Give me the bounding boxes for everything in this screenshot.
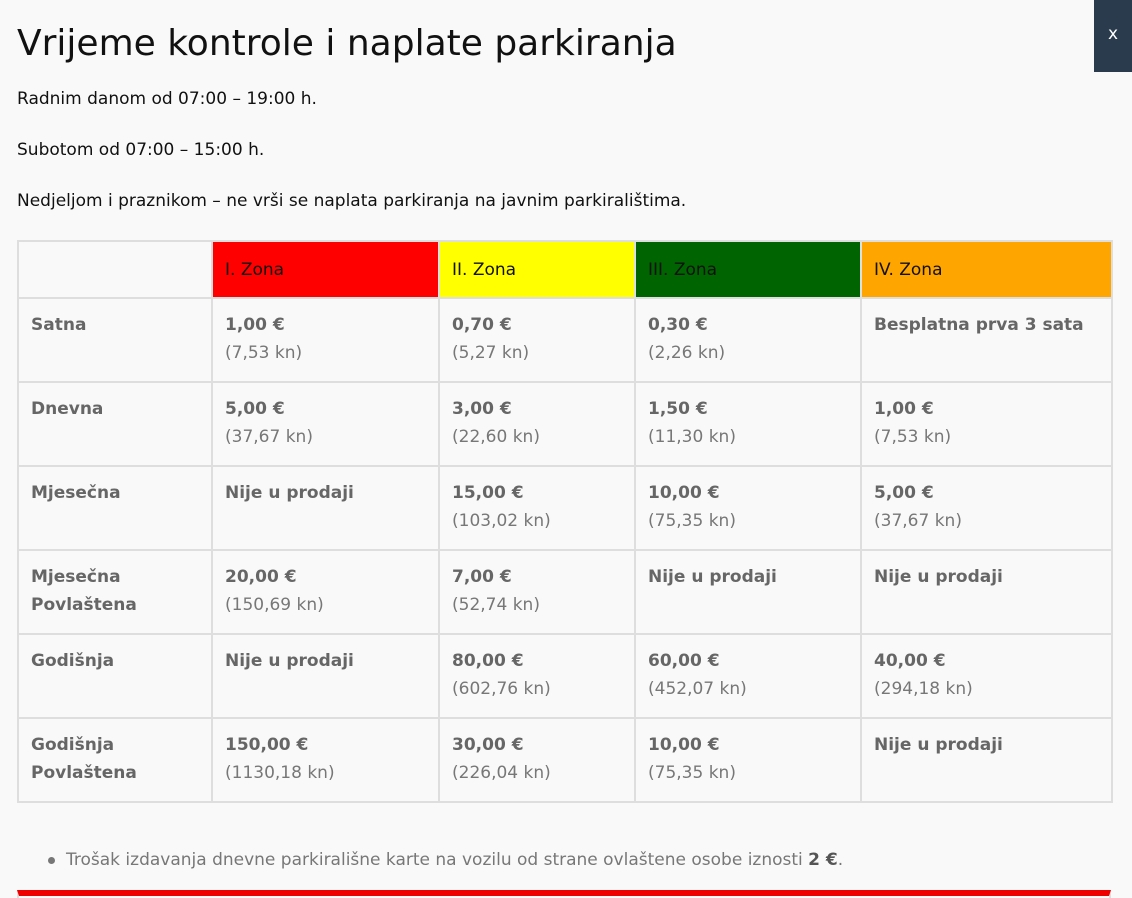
price-cell [635, 298, 861, 382]
weekday-hours-text: Radnim danom od 07:00 – 19:00 h. [17, 89, 317, 109]
price-kuna: (602,76 kn) [452, 679, 551, 699]
table-row [18, 718, 1112, 802]
price-cell [861, 382, 1112, 466]
table-row [18, 466, 1112, 550]
price-euro: 0,30 € [648, 315, 708, 335]
price-euro: 10,00 € [648, 483, 720, 503]
price-euro: 40,00 € [874, 651, 946, 671]
price-euro: 0,70 € [452, 315, 512, 335]
price-cell [439, 634, 635, 718]
price-kuna: (294,18 kn) [874, 679, 973, 699]
price-euro: Nije u prodaji [225, 651, 354, 671]
row-label: Satna [18, 298, 212, 382]
table-row [18, 382, 1112, 466]
price-cell [861, 466, 1112, 550]
price-cell [635, 550, 861, 634]
price-euro: 1,00 € [225, 315, 285, 335]
price-cell [635, 718, 861, 802]
note-suffix: . [837, 850, 844, 870]
price-cell [635, 382, 861, 466]
alert-bar-top-edge [17, 890, 1111, 898]
price-euro: 7,00 € [452, 567, 512, 587]
price-kuna: (5,27 kn) [452, 343, 530, 363]
price-cell [861, 634, 1112, 718]
price-euro: 5,00 € [874, 483, 934, 503]
zone-3-header: III. Zona [635, 241, 861, 298]
price-euro: Nije u prodaji [225, 483, 354, 503]
price-euro: 80,00 € [452, 651, 524, 671]
price-kuna: (75,35 kn) [648, 763, 736, 783]
price-kuna: (37,67 kn) [225, 427, 313, 447]
zone-1-header: I. Zona [212, 241, 439, 298]
price-euro: Nije u prodaji [874, 735, 1003, 755]
price-euro: 1,00 € [874, 399, 934, 419]
price-euro: 3,00 € [452, 399, 512, 419]
row-label: Mjesečna [18, 466, 212, 550]
table-row [18, 550, 1112, 634]
price-euro: 15,00 € [452, 483, 524, 503]
price-cell [212, 718, 439, 802]
price-cell [439, 298, 635, 382]
price-kuna: (2,26 kn) [648, 343, 726, 363]
price-kuna: (7,53 kn) [225, 343, 303, 363]
price-cell [861, 550, 1112, 634]
price-kuna: (103,02 kn) [452, 511, 551, 531]
notes-list [48, 846, 843, 874]
price-cell [439, 550, 635, 634]
price-cell [439, 466, 635, 550]
price-kuna: (150,69 kn) [225, 595, 324, 615]
price-cell [635, 634, 861, 718]
price-euro: Nije u prodaji [874, 567, 1003, 587]
price-kuna: (1130,18 kn) [225, 763, 335, 783]
price-cell [212, 550, 439, 634]
note-text: Trošak izdavanja dnevne parkirališne karte na vozilu od strane ovlaštene osobe iznosti [66, 850, 809, 870]
price-euro: 1,50 € [648, 399, 708, 419]
price-cell [212, 298, 439, 382]
price-cell [212, 634, 439, 718]
table-header-empty [18, 241, 212, 298]
table-header-row [18, 241, 1112, 298]
price-cell [439, 718, 635, 802]
price-kuna: (75,35 kn) [648, 511, 736, 531]
price-kuna: (226,04 kn) [452, 763, 551, 783]
price-euro: 20,00 € [225, 567, 297, 587]
row-label: Dnevna [18, 382, 212, 466]
price-cell [635, 466, 861, 550]
close-button[interactable]: x [1094, 0, 1132, 72]
row-label: Godišnja [18, 634, 212, 718]
zone-2-header: II. Zona [439, 241, 635, 298]
price-kuna: (11,30 kn) [648, 427, 736, 447]
note-amount: 2 € [808, 850, 838, 870]
price-euro: 150,00 € [225, 735, 309, 755]
price-kuna: (452,07 kn) [648, 679, 747, 699]
price-cell [212, 382, 439, 466]
price-euro: Nije u prodaji [648, 567, 777, 587]
list-item [48, 846, 843, 874]
row-label: Godišnja Povlaštena [18, 718, 212, 802]
zone-4-header: IV. Zona [861, 241, 1112, 298]
price-euro: Besplatna prva 3 sata [874, 315, 1084, 335]
price-kuna: (7,53 kn) [874, 427, 952, 447]
price-kuna: (52,74 kn) [452, 595, 540, 615]
price-cell [861, 718, 1112, 802]
price-euro: 60,00 € [648, 651, 720, 671]
price-kuna: (37,67 kn) [874, 511, 962, 531]
price-cell [439, 382, 635, 466]
sunday-holiday-text: Nedjeljom i praznikom – ne vrši se naplata parkiranja na javnim parkiralištima. [17, 191, 687, 211]
row-label: Mjesečna Povlaštena [18, 550, 212, 634]
price-kuna: (22,60 kn) [452, 427, 540, 447]
price-euro: 5,00 € [225, 399, 285, 419]
parking-price-table [17, 240, 1113, 803]
page-title: Vrijeme kontrole i naplate parkiranja [17, 23, 677, 64]
price-cell [861, 298, 1112, 382]
price-euro: 30,00 € [452, 735, 524, 755]
saturday-hours-text: Subotom od 07:00 – 15:00 h. [17, 140, 265, 160]
price-euro: 10,00 € [648, 735, 720, 755]
table-row [18, 634, 1112, 718]
price-cell [212, 466, 439, 550]
table-row [18, 298, 1112, 382]
